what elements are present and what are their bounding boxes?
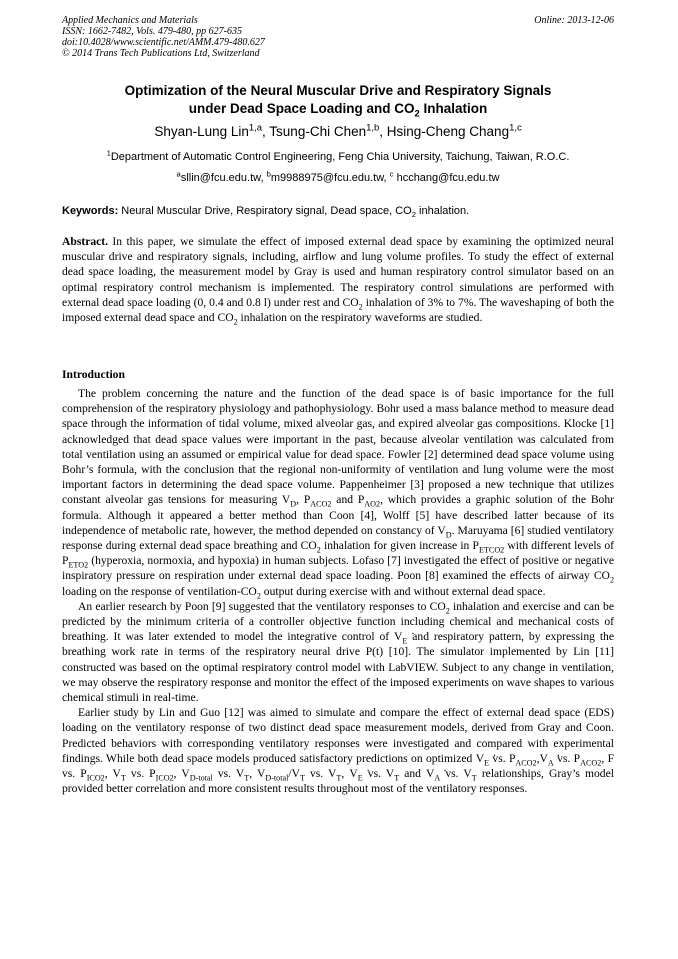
subscript: ETO2 <box>68 560 89 570</box>
email-link[interactable]: m9988975@fcu.edu.tw, <box>270 172 390 184</box>
paragraph-text: vs. P <box>125 767 156 781</box>
paragraph-text: inhalation for given increase in P <box>320 539 479 553</box>
paragraph-text: . Maruyama [6] studied ventilatory response during external dead space breathing and CO <box>62 523 614 553</box>
paragraph-text: output during exercise with and without external dead space. <box>260 584 546 598</box>
vdot-symbol: . V <box>349 767 357 780</box>
subscript: D-total <box>265 773 289 783</box>
doi-line: doi:10.4028/www.scientific.net/AMM.479-480.627 <box>62 37 265 48</box>
email-link[interactable]: hcchang@fcu.edu.tw <box>393 172 500 184</box>
subscript: T <box>394 773 400 783</box>
author-name: Tsung-Chi Chen <box>269 124 367 139</box>
paragraph-text: (hyperoxia, normoxia, and hypoxia) in human subjects. Lofaso [7] investigated the effect of positive or negative inspiratory pressure on respiration under external dead space loading. Poon [8] examined the effects of airway CO <box>62 554 614 583</box>
paragraph-text: , F vs. P <box>62 751 615 781</box>
paragraph-text: , <box>341 767 350 781</box>
vdot-symbol: . V <box>540 752 548 765</box>
author-superscript: 1,c <box>509 122 522 134</box>
abstract-text: inhalation of 3% to 7%. The waveshaping of both the imposed external dead space and CO <box>62 295 615 325</box>
abstract-subscript: 2 <box>233 317 238 327</box>
copyright-line: © 2014 Trans Tech Publications Ltd, Switzerland <box>62 48 260 59</box>
paragraph-3 <box>62 705 614 796</box>
email-superscript: b <box>266 169 271 179</box>
subscript: ACO2 <box>515 758 537 768</box>
paragraph-text: vs. V <box>212 767 245 781</box>
subscript: D <box>290 499 297 509</box>
email-superscript: c <box>389 169 394 179</box>
title-line-2 <box>62 100 614 118</box>
subscript: T <box>336 773 342 783</box>
paragraph-text: , V <box>173 767 190 781</box>
abstract-text: inhalation on the respiratory waveforms are studied. <box>237 311 483 325</box>
paragraph-text: and <box>399 767 427 781</box>
issn-line: ISSN: 1662-7482, Vols. 479-480, pp 627-635 <box>62 26 242 37</box>
paragraph-text: , V <box>249 767 266 781</box>
paragraph-text: , V <box>104 767 121 781</box>
keywords <box>62 204 614 218</box>
subscript: E <box>484 758 490 768</box>
keywords-text: inhalation. <box>415 205 470 217</box>
paragraph-text: vs. V <box>362 767 395 781</box>
subscript: 2 <box>445 606 450 616</box>
section-heading-introduction: Introduction <box>62 368 125 381</box>
affiliation-text: Department of Automatic Control Engineering, Feng Chia University, Taichung, Taiwan, R.O.C. <box>110 151 570 163</box>
email-superscript: a <box>176 169 181 179</box>
subscript: ICO2 <box>86 773 105 783</box>
abstract-subscript: 2 <box>358 302 363 312</box>
paragraph-text: with different levels of P <box>62 539 614 568</box>
author-superscript: 1,b <box>366 122 380 134</box>
paragraph-1 <box>62 386 614 599</box>
paragraph-text: vs. P <box>553 751 581 765</box>
subscript: 2 <box>609 575 614 585</box>
paragraph-text: Earlier study by Lin and Guo [12] was aimed to simulate and compare the effect of external dead space (EDS) loading on the ventilatory response of two distinct dead space measurement models, derived from Gray and Coon. Predicted behaviors with corresponding ventilatory responses were investigated and compared with experimental findings. While both dead space models produced satisfactory predictions on optimized <box>62 706 614 765</box>
introduction-body <box>62 386 614 796</box>
subscript: A <box>434 773 441 783</box>
subscript: A <box>547 758 554 768</box>
subscript: D-total <box>189 773 213 783</box>
title-line-1: Optimization of the Neural Muscular Drive and Respiratory Signals <box>124 83 552 98</box>
affiliation-superscript: 1 <box>106 148 111 158</box>
paragraph-text: vs. V <box>304 767 337 781</box>
paragraph-text: /V <box>288 767 300 781</box>
subscript: 2 <box>256 590 261 600</box>
email-link[interactable]: sllin@fcu.edu.tw, <box>180 172 267 184</box>
paragraph-text: An earlier research by Poon [9] suggested that the ventilatory responses to CO <box>78 599 446 613</box>
affiliation <box>62 150 614 164</box>
author-superscript: 1,a <box>248 122 263 134</box>
title-subscript: 2 <box>414 108 420 120</box>
author-name: Shyan-Lung Lin <box>154 124 249 139</box>
title-text: Inhalation <box>419 101 488 116</box>
subscript: E <box>357 773 363 783</box>
subscript: T <box>244 773 250 783</box>
paragraph-text: The problem concerning the nature and the function of the dead space is of basic importance for the full comprehension of the respiratory physiology and pathophysiology. Bohr used a mass balance method to measure dead space through the information of tidal volume, mixed alveolar gas, and expired alveolar gas compositions. Klocke [1] acknowledged that dead space values were important in the past, because alveolar ventilation was calculated from total ventilation using an assumed or empirical value for dead space. Fowler [2] determined dead space volume using Bohr’s formula, with the conclusion that the regional non-uniformity of ventilation and lung volume were the most important factors in determining the dead space volume. Pappenheimer [3] proposed a new technique that utilizes constant alveolar gas tensions for measuring V <box>62 387 614 507</box>
title-text: under Dead Space Loading and CO <box>188 101 415 116</box>
keywords-subscript: 2 <box>411 210 416 220</box>
online-date: Online: 2013-12-06 <box>534 15 614 26</box>
vdot-symbol: . V <box>394 630 402 643</box>
subscript: T <box>120 773 126 783</box>
paragraph-text: , which provides a graphic solution of the Bohr formula. Although it appeared a better method than Coon [4], Wolff [5] have described latter because of its independence of metabolic rate, however, the method depended on constancy of V <box>62 493 615 537</box>
paragraph-text: and P <box>331 493 365 507</box>
email-list <box>62 171 614 185</box>
paper-title <box>62 82 614 118</box>
vdot-symbol: . V <box>476 752 484 765</box>
journal-name: Applied Mechanics and Materials <box>62 15 198 26</box>
abstract-text: In this paper, we simulate the effect of imposed external dead space by examining the optimized neural muscular drive and respiratory signals, including, airflow and lung volume profiles. To study the effect of external dead space loading, the measurement model by Gray is used and human respiratory control simulator based on an optimal respiratory control mechanism is implemented. The respiratory control simulations are performed with external dead space loading (0, 0.4 and 0.8 l) under rest and CO <box>62 235 614 309</box>
author-list: Shyan-Lung Lin$^{1,a}$, Tsung-Chi Chen$^{1,b}$, Hsing-Cheng Chang$^{1,c}$ <box>154 122 522 139</box>
subscript: D <box>445 530 452 540</box>
subscript: T <box>299 773 305 783</box>
vdot-symbol: . V <box>426 767 434 780</box>
paragraph-text: vs. V <box>440 767 472 781</box>
paragraph-text: vs. P <box>489 751 516 765</box>
subscript: AO2 <box>364 499 381 509</box>
subscript: T <box>471 773 477 783</box>
author-name: Hsing-Cheng Chang <box>386 124 510 139</box>
paragraph-2 <box>62 599 614 705</box>
paragraph-text: , <box>536 751 540 765</box>
keywords-text: Neural Muscular Drive, Respiratory signal, Dead space, CO <box>118 205 412 217</box>
subscript: 2 <box>316 545 321 555</box>
abstract-label: Abstract. <box>62 235 109 248</box>
subscript: ACO2 <box>310 499 332 509</box>
keywords-label: Keywords: <box>62 205 119 217</box>
paragraph-text: , P <box>296 493 311 507</box>
subscript: ICO2 <box>155 773 174 783</box>
subscript: E <box>402 636 408 646</box>
paragraph-text: loading on the response of ventilation-CO <box>62 584 257 598</box>
journal-header <box>62 15 482 59</box>
subscript: ETCO2 <box>479 545 505 555</box>
paragraph-text: inhalation and exercise and can be predicted by the minimum criteria of a controller objective function including chemical and mechanical costs of breathing. It was later extended to model the integrative control of <box>62 599 614 644</box>
paragraph-text: and respiratory pattern, by expressing the breathing work rate in terms of the respiratory neural drive P(t) [10]. The simulator implemented by Lin [11] constructed was based on the optimal respiratory control model with LabVIEW. Subject to any change in ventilation, we may observe the respiratory response and monitor the effect of the imposed experiments on wave shapes to various chemical stimuli in real-time. <box>62 630 614 705</box>
abstract <box>62 234 614 325</box>
subscript: ACO2 <box>580 758 602 768</box>
paragraph-text: relationships, Gray’s model provided better correlation and more consistent results throughout most of the ventilatory responses. <box>62 767 614 796</box>
